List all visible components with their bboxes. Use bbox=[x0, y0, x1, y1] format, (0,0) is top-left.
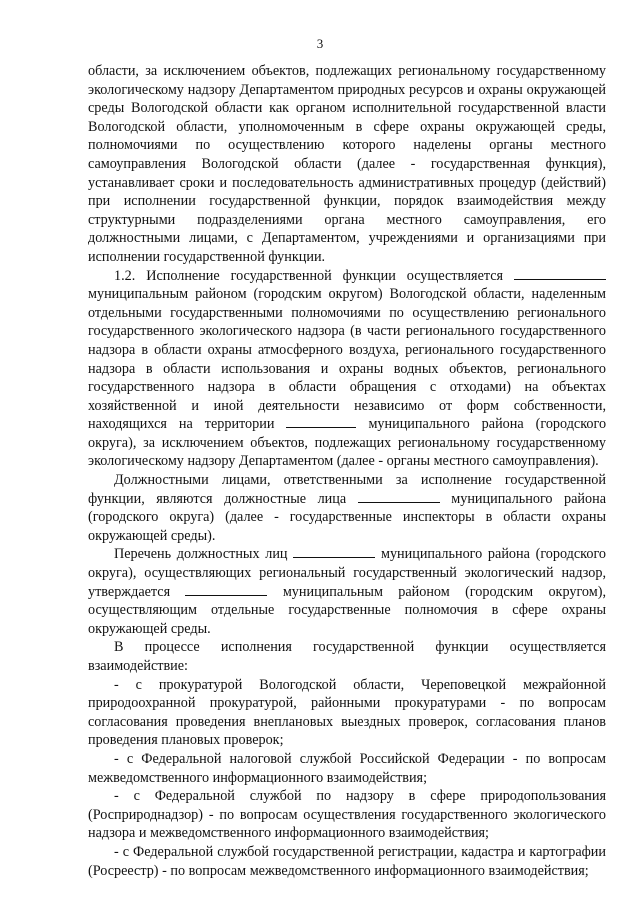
paragraph-officials-list bbox=[88, 545, 606, 638]
paragraph-text: муниципального района (городского округа), за исключением объектов, подлежащих региональному государственному экологическому надзору Департаментом (далее - органы местного самоуправления). bbox=[88, 416, 607, 470]
paragraph-scope-continuation bbox=[88, 62, 606, 267]
paragraph-text: - с Федеральной службой по надзору в сфере природопользования (Росприроднадзор) - по вопросам осуществления государственного экологического надзора и межведомственного информационного взаимодействия; bbox=[88, 788, 606, 842]
paragraph-text: - с Федеральной налоговой службой Российской Федерации - по вопросам межведомственного информационного взаимодействия; bbox=[88, 750, 606, 786]
paragraph-text: муниципального района (городского округа), осуществляющих региональный государственный экологический надзор, утверждается bbox=[88, 546, 607, 600]
paragraph-text: - с Федеральной службой государственной регистрации, кадастра и картографии (Росреестр) - по вопросам межведомственного информационного взаимодействия; bbox=[88, 843, 606, 879]
blank-field bbox=[514, 267, 606, 280]
blank-field bbox=[358, 490, 440, 503]
paragraph-text: В процессе исполнения государственной функции осуществляется взаимодействие: bbox=[88, 639, 606, 674]
paragraph-1-2 bbox=[88, 267, 606, 472]
list-item-rosprirodnadzor bbox=[88, 787, 606, 843]
paragraph-text: 1.2. Исполнение государственной функции осуществляется bbox=[114, 267, 504, 284]
paragraph-text: муниципальным районом (городским округом), осуществляющим отдельные государственные полномочия в сфере охраны окружающей среды. bbox=[88, 583, 606, 637]
page-number: 3 bbox=[316, 36, 324, 51]
list-item-prosecutor bbox=[88, 676, 606, 750]
paragraph-text: - с прокуратурой Вологодской области, Череповецкой межрайонной природоохранной прокуратурой, районными прокуратурами - по вопросам согласования проведения внеплановых выездных проверок, согласования планов проведения плановых проверок; bbox=[88, 676, 606, 749]
paragraph-officials bbox=[88, 471, 606, 545]
blank-field bbox=[185, 583, 267, 596]
blank-field bbox=[293, 545, 375, 558]
list-item-tax-service bbox=[88, 750, 606, 787]
paragraph-text: муниципальным районом (городским округом) Вологодской области, наделенным отдельными государственными полномочиями по осуществлению регионального государственного экологического надзора (в части регионального государственного надзора в области охраны атмосферного воздуха, регионального государственного надзора в области использования и охраны водных объектов, регионального государственного надзора в области обращения с отходами) на объектах хозяйственной и иной деятельности независимо от форм собственности, находящихся на территории bbox=[88, 286, 606, 433]
paragraph-text: Перечень должностных лиц bbox=[114, 546, 288, 563]
paragraph-text: муниципального района (городского округа) (далее - государственные инспекторы в области охраны окружающей среды). bbox=[88, 490, 607, 544]
document-body bbox=[88, 62, 606, 880]
blank-field bbox=[286, 415, 356, 428]
paragraph-text: области, за исключением объектов, подлежащих региональному государственному экологическому надзору Департаментом природных ресурсов и охраны окружающей среды Вологодской области как органом исполнительной государственной власти Вологодской области, уполномоченным в сфере охраны окружающей среды, полномочиями по осуществлению которого наделены органы местного самоуправления Вологодской области (далее - государственная функция), устанавливает сроки и последовательность административных процедур (действий) при исполнении государственной функции, порядок взаимодействия между структурными подразделениями органа местного самоуправления, его должностными лицами, с Департаментом, учреждениями и организациями при исполнении государственной функции. bbox=[88, 63, 606, 265]
paragraph-interaction-intro bbox=[88, 638, 606, 675]
paragraph-text: Должностными лицами, ответственными за исполнение государственной функции, являются должностные лица bbox=[88, 472, 606, 507]
list-item-rosreestr bbox=[88, 843, 606, 880]
